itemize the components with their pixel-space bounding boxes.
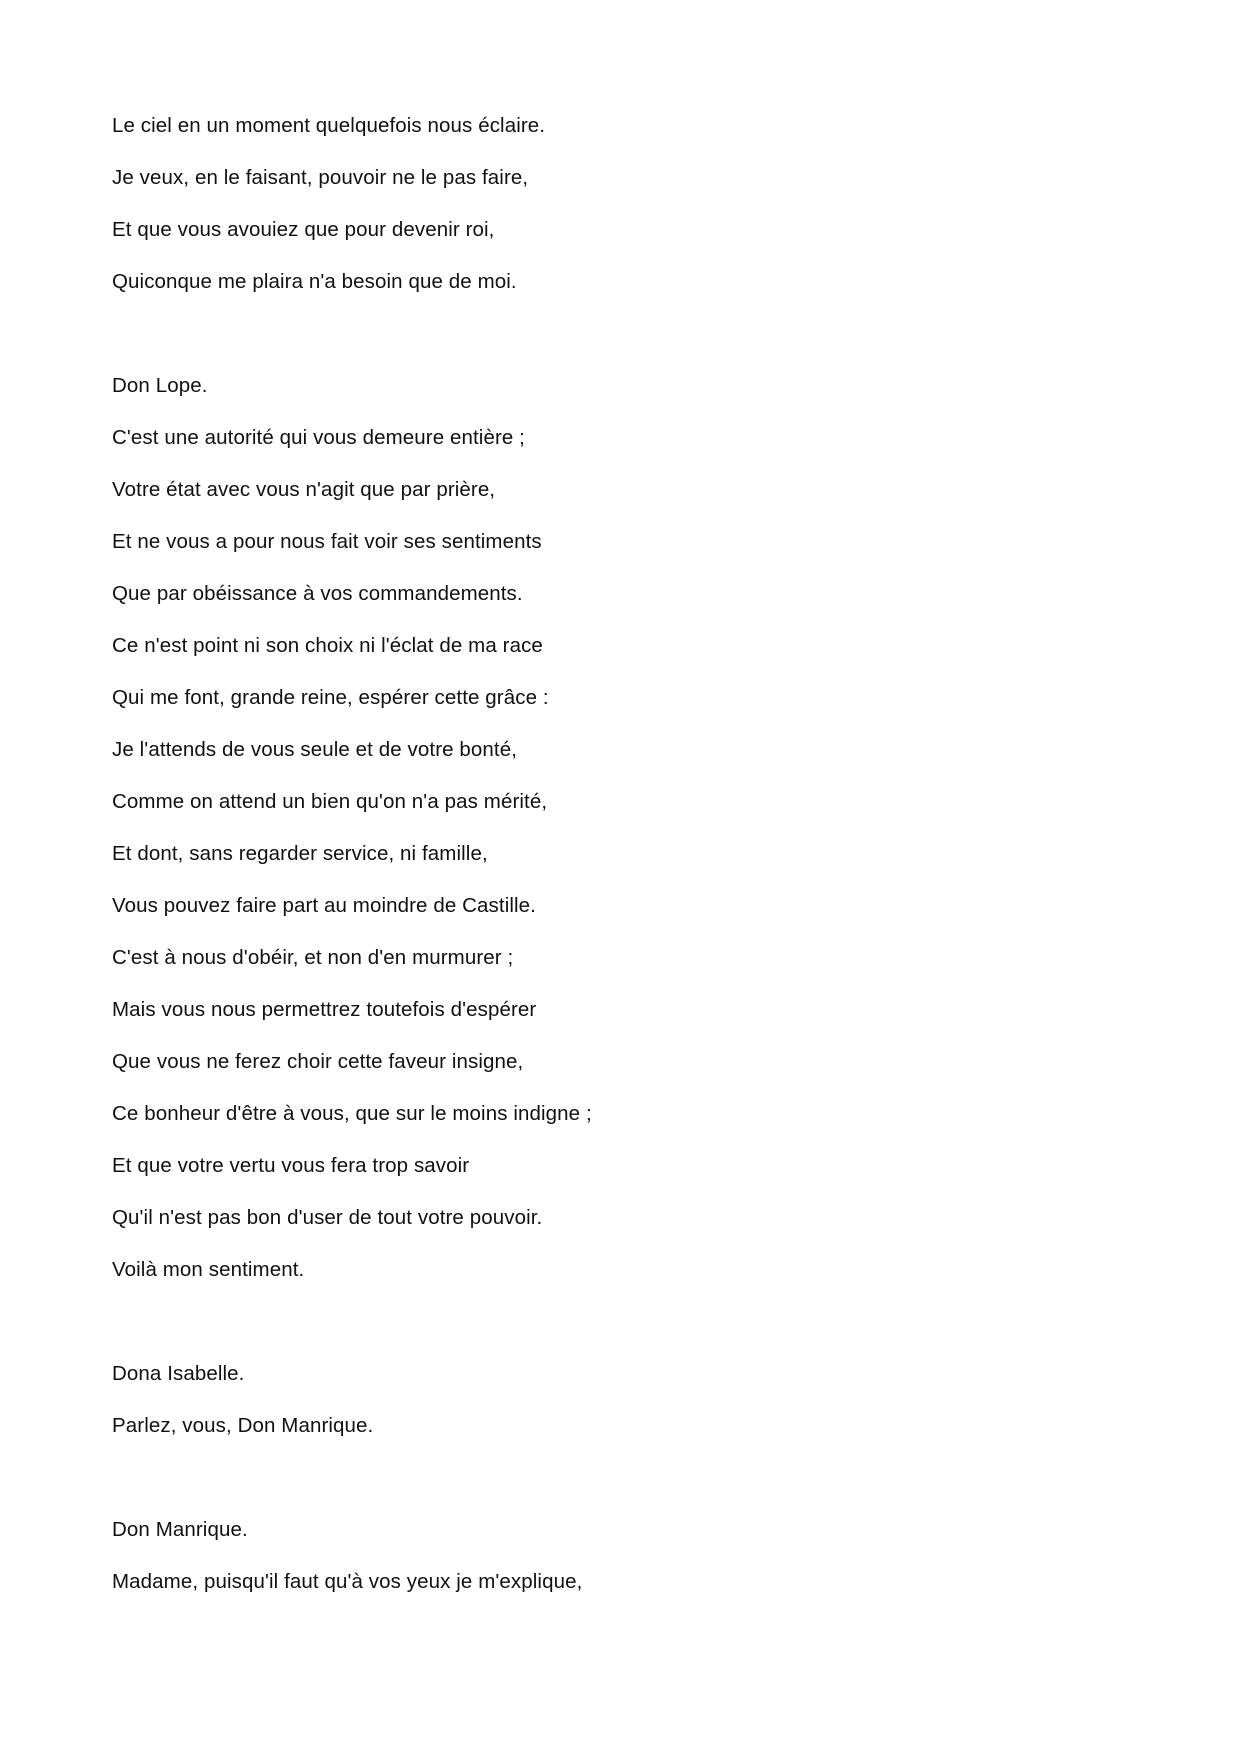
verse-line: Parlez, vous, Don Manrique. bbox=[112, 1414, 374, 1437]
verse-line: C'est une autorité qui vous demeure entière ; bbox=[112, 426, 525, 449]
verse-line: Et ne vous a pour nous fait voir ses sentiments bbox=[112, 530, 542, 553]
verse-line: Quiconque me plaira n'a besoin que de moi. bbox=[112, 270, 517, 293]
verse-line: Voilà mon sentiment. bbox=[112, 1258, 305, 1281]
speaker-name: Don Lope. bbox=[112, 374, 208, 397]
verse-line: Qu'il n'est pas bon d'user de tout votre pouvoir. bbox=[112, 1206, 543, 1229]
verse-line: Votre état avec vous n'agit que par prière, bbox=[112, 478, 496, 501]
verse-line: Et dont, sans regarder service, ni famille, bbox=[112, 842, 488, 865]
verse-line: Comme on attend un bien qu'on n'a pas mérité, bbox=[112, 790, 548, 813]
speaker-name: Dona Isabelle. bbox=[112, 1362, 245, 1385]
verse-line: Madame, puisqu'il faut qu'à vos yeux je m'explique, bbox=[112, 1570, 583, 1593]
verse-line: Vous pouvez faire part au moindre de Castille. bbox=[112, 894, 536, 917]
verse-line: Et que votre vertu vous fera trop savoir bbox=[112, 1154, 470, 1177]
verse-line: Je l'attends de vous seule et de votre bonté, bbox=[112, 738, 518, 761]
speaker-name: Don Manrique. bbox=[112, 1518, 248, 1541]
verse-line: Je veux, en le faisant, pouvoir ne le pas faire, bbox=[112, 166, 529, 189]
verse-line: C'est à nous d'obéir, et non d'en murmurer ; bbox=[112, 946, 514, 969]
verse-line: Ce bonheur d'être à vous, que sur le moins indigne ; bbox=[112, 1102, 592, 1125]
verse-line: Que par obéissance à vos commandements. bbox=[112, 582, 523, 605]
verse-line: Et que vous avouiez que pour devenir roi, bbox=[112, 218, 495, 241]
verse-line: Ce n'est point ni son choix ni l'éclat de ma race bbox=[112, 634, 543, 657]
verse-line: Que vous ne ferez choir cette faveur insigne, bbox=[112, 1050, 524, 1073]
verse-line: Mais vous nous permettrez toutefois d'espérer bbox=[112, 998, 537, 1021]
verse-line: Qui me font, grande reine, espérer cette grâce : bbox=[112, 686, 549, 709]
verse-line: Le ciel en un moment quelquefois nous éclaire. bbox=[112, 114, 546, 137]
